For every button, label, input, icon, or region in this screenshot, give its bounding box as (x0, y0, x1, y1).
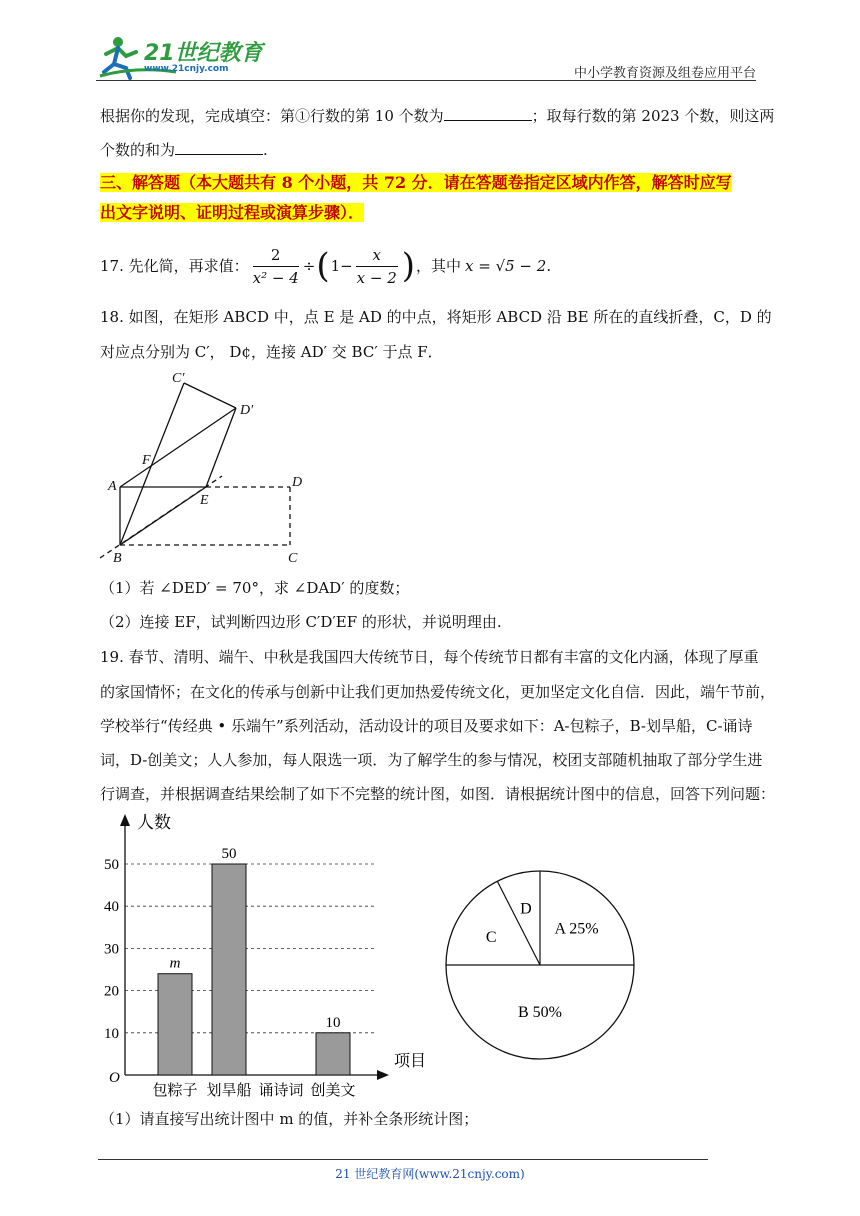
y-tick-label: 20 (104, 983, 119, 1000)
fill-text-1b: ；取每行数的第 2023 个数，则这两 (531, 107, 775, 125)
q19-line-1: 19. 春节、清明、端午、中秋是我国四大传统节日，每个传统节日都有丰富的文化内涵，体现了厚重 (100, 648, 759, 666)
x-axis-label: 项目 (394, 1053, 427, 1070)
y-tick-label: 30 (104, 941, 119, 958)
q17-end: . (546, 257, 552, 275)
footer-text: 21 世纪教育网(www.21cnjy.com) (335, 1167, 525, 1181)
header-right-text: 中小学教育资源及组卷应用平台 (573, 66, 756, 81)
bar (316, 1033, 350, 1075)
pie-slice-label: D (520, 900, 532, 918)
y-tick-label: 50 (104, 857, 119, 873)
fig-label-f: F (142, 453, 151, 468)
pie-chart (440, 865, 640, 1065)
q18-sub-2: （2）连接 EF，试判断四边形 C′D′EF 的形状，并说明理由. (100, 613, 502, 631)
q17 (100, 246, 551, 286)
section-3-line-1: 三、解答题（本大题共有 8 个小题，共 72 分．请在答题卷指定区域内作答，解答时应写 (100, 173, 732, 192)
fill-text-2: 个数的和为 (100, 141, 176, 159)
fig-label-b: B (113, 551, 122, 566)
x-tick-label: 创美文 (310, 1083, 356, 1099)
q17-lparen: ( (316, 246, 330, 286)
q19-line-2: 的家国情怀；在文化的传承与创新中让我们更加热爱传统文化，更加坚定文化自信．因此，端午节前， (100, 683, 776, 701)
q17-frac1-den: x² − 4 (252, 268, 299, 287)
q17-prefix: 17. 先化简，再求值： (100, 257, 249, 275)
q17-frac1-num: 2 (270, 245, 281, 264)
q18-sub-1: （1）若 ∠DED′ = 70°，求 ∠DAD′ 的度数； (100, 579, 410, 597)
fill-text-2-end: . (263, 141, 268, 159)
q17-one-minus: 1− (330, 257, 353, 275)
fill-text-1: 根据你的发现，完成填空：第①行数的第 10 个数为 (100, 107, 444, 125)
blank-2 (175, 140, 263, 155)
section-3-heading (100, 170, 732, 226)
q17-mid: ，其中 (415, 257, 461, 275)
x-tick-label: 划旱船 (206, 1083, 252, 1099)
fig-c1d1 (184, 383, 236, 408)
logo-url: www.21cnjy.com (144, 64, 229, 74)
bar (212, 864, 246, 1075)
fig-label-d1: D′ (240, 403, 254, 418)
q17-frac2-den: x − 2 (356, 268, 397, 287)
header-rule (96, 80, 756, 81)
footer-rule (98, 1159, 708, 1160)
q19-line-5: 行调查，并根据调查结果绘制了如下不完整的统计图，如图．请根据统计图中的信息，回答下列问题： (100, 785, 776, 803)
fig-ad1 (120, 408, 236, 487)
section-3-line-2: 出文字说明、证明过程或演算步骤）． (100, 203, 365, 222)
q17-condition: x = √5 − 2 (465, 257, 547, 275)
q19-sub-1: （1）请直接写出统计图中 m 的值，并补全条形统计图； (100, 1110, 479, 1128)
y-tick-label: 40 (104, 899, 119, 916)
x-tick-label: 包粽子 (152, 1083, 198, 1099)
fill-line-1 (100, 105, 774, 127)
q18-line-2: 对应点分别为 C′， D¢，连接 AD′ 交 BC′ 于点 F． (100, 343, 443, 361)
origin-label: O (109, 1070, 120, 1086)
q19-line-3: 学校举行“传经典 • 乐端午”系列活动，活动设计的项目及要求如下：A-包粽子，B-划旱船，C-诵诗 (100, 717, 753, 735)
pie-slice-label: B 50% (518, 1004, 562, 1021)
bar-data-label: 50 (221, 846, 237, 862)
fig-label-c: C (288, 551, 298, 566)
fig-d1e (206, 408, 236, 487)
pie-slice-label: C (485, 928, 497, 946)
fig-bc1 (120, 383, 184, 545)
fill-line-2 (100, 139, 268, 161)
pie-slice-label: A 25% (554, 920, 599, 938)
q17-rparen: ) (401, 246, 415, 286)
fig-label-c1: C′ (172, 371, 185, 386)
q17-frac2-num: x (372, 245, 381, 264)
fig-label-a: A (108, 479, 117, 494)
bar-data-label: m (169, 955, 181, 972)
q19-line-4: 词，D-创美文；人人参加，每人限选一项．为了解学生的参与情况，校团支部随机抽取了部分学生进 (100, 751, 763, 769)
x-tick-label: 诵诗词 (258, 1083, 304, 1099)
fig-label-d: D (292, 475, 303, 490)
fig-label-e: E (200, 493, 209, 508)
logo-text: 21世纪教育 (144, 41, 263, 66)
q17-frac2 (356, 244, 398, 289)
bar-chart (95, 810, 445, 1100)
blank-1 (444, 106, 532, 121)
x-axis-arrow-icon (377, 1070, 389, 1080)
q17-div: ÷ (302, 257, 316, 275)
y-axis-label: 人数 (137, 813, 171, 832)
bar (158, 974, 192, 1075)
y-tick-label: 10 (104, 1025, 119, 1042)
q17-frac1 (253, 244, 299, 289)
q18-figure (80, 368, 320, 568)
y-axis-arrow-icon (120, 814, 130, 826)
bar-data-label: 10 (325, 1014, 341, 1031)
q18-line-1: 18. 如图，在矩形 ABCD 中，点 E 是 AD 的中点，将矩形 ABCD 沿 BE 所在的直线折叠，C，D 的 (100, 308, 772, 326)
